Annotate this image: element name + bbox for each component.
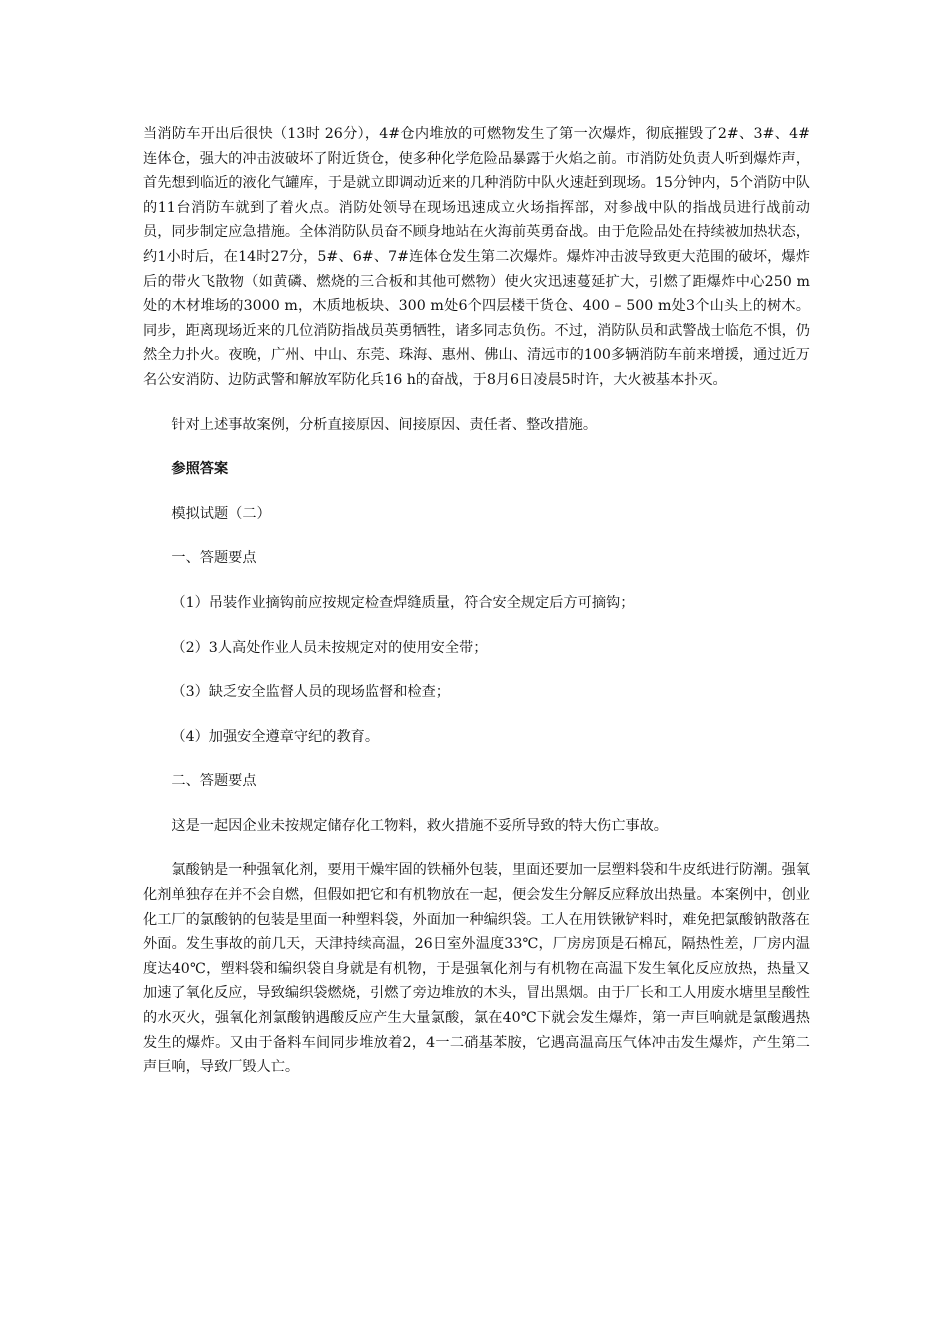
- document-page: [143, 122, 810, 1080]
- answer-point-4: （4）加强安全遵章守纪的教育。: [171, 728, 380, 745]
- exam-title: 模拟试题（二）: [171, 505, 271, 522]
- question-paragraph: 针对上述事故案例，分析直接原因、间接原因、责任者、整改措施。: [171, 416, 598, 433]
- fire-continuation-paragraph: 当消防车开出后很快（13时 26分），4#仓内堆放的可燃物发生了第一次爆炸，彻底摧毁了2#、3#、4#连体仓，强大的冲击波破坏了附近货仓，使多种化学危险品暴露于火焰之前。市消防处负责人听到爆炸声，首先想到临近的液化气罐库，于是就立即调动近来的几种消防中队火速赶到现场。15分钟内，5个消防中队的11台消防车就到了着火点。消防处领导在现场迅速成立火场指挥部，对参战中队的指战员进行战前动员，同步制定应急措施。全体消防队员奋不顾身地站在火海前英勇奋战。由于危险品处在持续被加热状态，约1小时后，在14时27分，5#、6#、7#连体仓发生第二次爆炸。爆炸冲击波导致更大范围的破坏，爆炸后的带火飞散物（如黄磷、燃烧的三合板和其他可燃物）使火灾迅速蔓延扩大，引燃了距爆炸中心250 m处的木材堆场的3000 m，木质地板块、300 m处6个四层楼干货仓、400 – 500 m处3个山头上的树木。同步，距离现场近来的几位消防指战员英勇牺牲，诸多同志负伤。不过，消防队员和武警战士临危不惧，仍然全力扑火。夜晚，广州、中山、东莞、珠海、惠州、佛山、清远市的100多辆消防车前来增援，通过近万名公安消防、边防武警和解放军防化兵16 h的奋战，于8月6日凌晨5时许，大火被基本扑灭。: [143, 126, 810, 388]
- answer-point-3: （3）缺乏安全监督人员的现场监督和检查；: [171, 684, 450, 701]
- summary-paragraph: 这是一起因企业未按规定储存化工物料，救火措施不妥所导致的特大伤亡事故。: [171, 817, 668, 834]
- answer-point-2: （2）3人高处作业人员未按规定对的使用安全带；: [171, 639, 488, 656]
- analysis-paragraph: 氯酸钠是一种强氧化剂，要用干燥牢固的铁桶外包装，里面还要加一层塑料袋和牛皮纸进行防潮。强氧化剂单独存在并不会自燃，但假如把它和有机物放在一起，便会发生分解反应释放出热量。本案例中，创业化工厂的氯酸钠的包装是里面一种塑料袋，外面加一种编织袋。工人在用铁锹铲料时，难免把氯酸钠散落在外面。发生事故的前几天，天津持续高温，26日室外温度33℃，厂房房顶是石棉瓦，隔热性差，厂房内温度达40℃，塑料袋和编织袋自身就是有机物，于是强氧化剂与有机物在高温下发生氧化反应放热，热量又加速了氧化反应，导致编织袋燃烧，引燃了旁边堆放的木头，冒出黑烟。由于厂长和工人用废水塘里呈酸性的水灭火，强氧化剂氯酸钠遇酸反应产生大量氯酸，氯在40℃下就会发生爆炸，第一声巨响就是氯酸遇热发生的爆炸。又由于备料车间同步堆放着2，4一二硝基苯胺，它遇高温高压气体冲击发生爆炸，产生第二声巨响，导致厂毁人亡。: [143, 862, 810, 1076]
- section-one-heading: 一、答题要点: [171, 550, 257, 567]
- answers-heading: 参照答案: [171, 461, 229, 478]
- section-two-heading: 二、答题要点: [171, 773, 257, 790]
- answer-point-1: （1）吊装作业摘钩前应按规定检查焊缝质量，符合安全规定后方可摘钩；: [171, 594, 635, 611]
